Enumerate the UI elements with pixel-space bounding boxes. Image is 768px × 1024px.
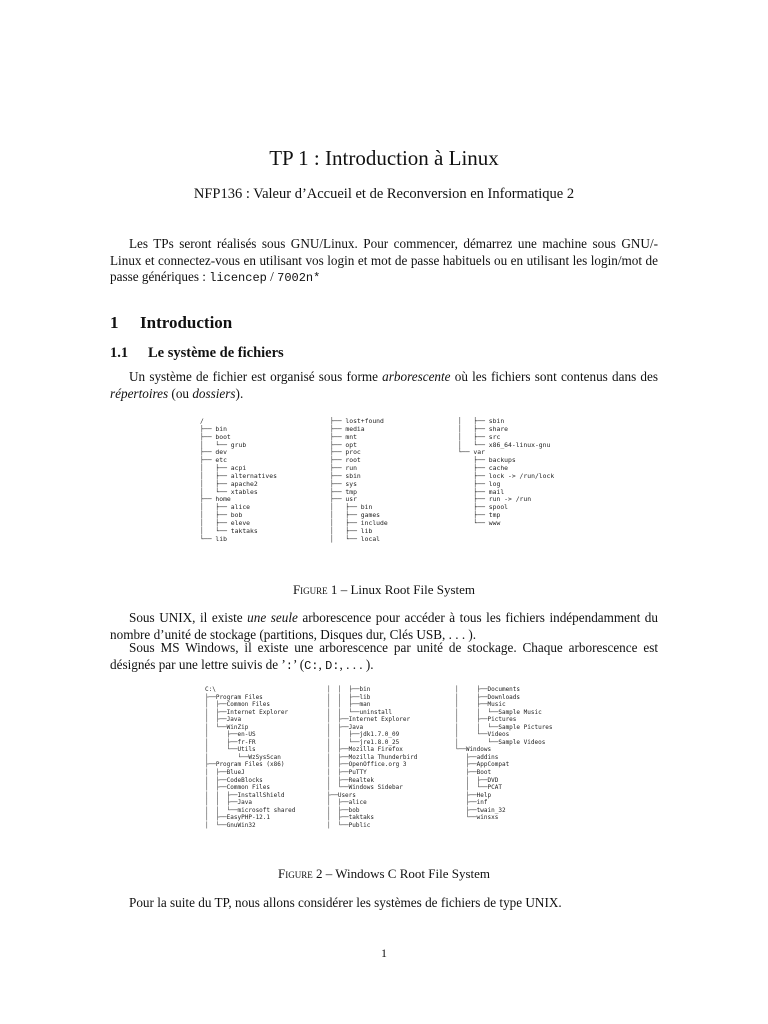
tree-entry: ├──Program Files (x86)	[205, 761, 285, 769]
fs-emphasis-arborescente: arborescente	[382, 369, 451, 384]
tree-entry: │ ├──Realtek	[327, 776, 374, 784]
tree-entry: ├── root	[330, 456, 361, 465]
tree-entry: │ ├──BlueJ	[205, 769, 245, 777]
tree-entry: ├── backups	[458, 456, 516, 465]
figure2-dash: –	[322, 866, 336, 881]
tree-entry: ├── tmp	[330, 487, 357, 496]
tree-entry: ├── bin	[200, 424, 227, 433]
subsection-title: Le système de fichiers	[148, 345, 284, 361]
tree-entry: ├──inf	[455, 799, 488, 807]
tree-entry: │ ├── bob	[200, 511, 243, 520]
tree-entry: │ │ └──Sample Music	[455, 708, 542, 716]
tree-entry: │ ├── src	[458, 432, 501, 441]
tree-entry: │ └── xtables	[200, 487, 258, 496]
tree-entry: │ ├──Common Files	[205, 701, 271, 709]
tree-entry: │ │ ├──bin	[327, 686, 371, 693]
tree-entry: ├──twain_32	[455, 806, 506, 814]
intro-paragraph	[110, 236, 658, 287]
tree-entry: /	[200, 417, 204, 425]
tree-entry: │ ├──OpenOffice.org 3	[327, 761, 407, 769]
tree-entry: ├── mnt	[330, 432, 357, 441]
tree-entry: │ ├──Java	[327, 723, 364, 731]
tree-entry: │ ├──Java	[205, 716, 242, 724]
tree-entry: │ └──Public	[327, 821, 371, 829]
tree-entry: ├── mail	[458, 487, 505, 496]
tree-entry: │ └── taktaks	[200, 526, 258, 535]
tree-entry: │ ├──taktaks	[327, 814, 374, 822]
windows-text-3: , . . . ).	[339, 656, 374, 672]
tree-entry: │ │ └──Sample Pictures	[455, 723, 553, 731]
tree-entry: ├──AppCompat	[455, 761, 510, 769]
tree-entry: ├── run -> /run	[458, 495, 532, 504]
tree-entry: └── var	[458, 448, 485, 457]
tree-entry: │ ├──Downloads	[455, 693, 521, 701]
tree-entry: │ ├── bin	[330, 503, 373, 512]
tree-entry: │ ├── include	[330, 518, 388, 527]
tree-entry: │ └──Windows Sidebar	[327, 784, 403, 792]
tree-entry: │ ├──alice	[327, 799, 367, 807]
tree-entry: │ ├── games	[330, 511, 381, 520]
tree-entry: ├── tmp	[458, 511, 501, 520]
tree-entry: C:\	[205, 686, 216, 693]
generic-login: licencep	[209, 271, 267, 285]
figure1-label: Figure 1	[292, 582, 338, 597]
tree-entry: ├── sys	[330, 479, 357, 488]
figure1-dash: –	[337, 582, 351, 597]
tree-entry: ├── cache	[458, 464, 509, 473]
fs-emphasis-dossiers: dossiers	[192, 385, 236, 401]
tree-entry: │ │ ├──lib	[327, 693, 371, 701]
tree-entry: │ ├── alice	[200, 503, 251, 512]
tree-entry: │ └──Utils	[205, 746, 256, 754]
tree-entry: │ ├──CodeBlocks	[205, 776, 263, 784]
tree-entry: │ └── x86_64-linux-gnu	[458, 440, 551, 449]
tree-entry: │ ├──EasyPHP-12.1	[205, 814, 271, 822]
tree-entry: │ ├──Pictures	[455, 716, 517, 724]
tree-entry: ├──addins	[455, 753, 499, 761]
tree-entry: │ ├──Documents	[455, 686, 521, 693]
unix-emphasis: une seule	[247, 610, 298, 625]
tree-entry: │ └── grub	[200, 440, 247, 449]
tree-entry: ├── dev	[200, 448, 227, 457]
tree-entry: │ └──Videos	[455, 731, 510, 739]
figure2-tree-column-1	[205, 686, 295, 829]
tree-entry: ├── lock -> /run/lock	[458, 471, 555, 480]
unix-text-1: Sous UNIX, il existe	[129, 610, 248, 625]
tree-entry: │ │ ├──jdk1.7.0_09	[327, 731, 400, 739]
tree-entry: └──winsxs	[455, 814, 499, 822]
subsection-number: 1.1	[110, 345, 129, 361]
filesystem-paragraph	[110, 369, 658, 402]
tree-entry: │ ├── sbin	[458, 417, 505, 425]
tree-entry: │ ├──Mozilla Firefox	[327, 746, 403, 754]
figure1-caption	[0, 582, 768, 598]
tree-entry: │ └──WzSysScan	[205, 753, 281, 761]
tree-entry: │ └──GnuWin32	[205, 821, 256, 829]
windows-colon: :	[285, 658, 293, 673]
tree-entry: │ ├──Mozilla Thunderbird	[327, 753, 418, 761]
login-separator: /	[266, 269, 278, 284]
tree-entry: ├── run	[330, 464, 357, 473]
section-title: Introduction	[140, 313, 233, 332]
drive-d: D:	[325, 658, 340, 673]
generic-password: 7002n*	[277, 271, 321, 285]
tree-entry: ├── spool	[458, 503, 509, 512]
drive-c: C:	[304, 658, 319, 673]
figure2-caption	[0, 866, 768, 882]
tree-entry: └──Windows	[455, 746, 492, 754]
tree-entry: └── www	[458, 518, 501, 527]
tree-entry: ├── opt	[330, 440, 357, 449]
tree-entry: │ ├──Internet Explorer	[205, 708, 289, 716]
tree-entry: ├── usr	[330, 495, 357, 504]
tree-entry: ├── sbin	[330, 471, 361, 480]
tree-entry: ├──Users	[327, 791, 356, 799]
tree-entry: ├── media	[330, 424, 365, 433]
tree-entry: ├── home	[200, 495, 231, 504]
figure1-tree-column-1	[200, 418, 277, 544]
fs-text-1: Un système de fichier est organisé sous forme	[129, 369, 383, 384]
tree-entry: │ └──WinZip	[205, 723, 249, 731]
section-number: 1	[110, 313, 119, 332]
figure2-caption-text: Windows C Root File System	[335, 866, 491, 881]
tree-entry: ├──Help	[455, 791, 492, 799]
page-title: TP 1 : Introduction à Linux	[269, 146, 499, 170]
windows-paragraph	[110, 640, 658, 674]
figure2-tree-column-3	[455, 686, 553, 822]
tree-entry: │ │ ├──InstallShield	[205, 791, 285, 799]
windows-text-1: Sous MS Windows, il existe une arborescence par unité de stockage. Chaque arborescence est désignés par une lettre suivis de ’	[110, 640, 658, 672]
figure1-tree-column-3	[458, 418, 554, 528]
figure2-label: Figure 2	[277, 866, 323, 881]
tree-entry: │ ├── alternatives	[200, 471, 277, 480]
intro-text: Les TPs seront réalisés sous GNU/Linux. Pour commencer, démarrez une machine sous GNU/-Linux et connectez-vous en utilisant vos login et mot de passe habituels ou en utilisant les login/mot de passe génériques :	[110, 236, 658, 284]
tree-entry: │ ├── lib	[330, 526, 373, 535]
section-heading-introduction	[110, 313, 232, 333]
tree-entry: │ └──PCAT	[455, 784, 502, 792]
tree-entry: ├── boot	[200, 432, 231, 441]
tree-entry: │ │ └──uninstall	[327, 708, 393, 716]
tree-entry: │ ├── acpi	[200, 464, 247, 473]
tree-entry: │ ├──DVD	[455, 776, 499, 784]
tree-entry: │ ├──Music	[455, 701, 506, 709]
tree-entry: ├──Boot	[455, 769, 492, 777]
page-subtitle: NFP136 : Valeur d’Accueil et de Reconversion en Informatique 2	[193, 186, 575, 202]
subsection-heading-filesystem	[110, 345, 284, 362]
tree-entry: │ ├──en-US	[205, 731, 256, 739]
tree-entry: │ ├──fr-FR	[205, 738, 256, 746]
unix-paragraph	[110, 610, 658, 643]
figure1-tree-column-2	[330, 418, 388, 544]
tree-entry: │ │ ├──man	[327, 701, 371, 709]
tree-entry: ├── etc	[200, 456, 227, 465]
tree-entry: │ │ └──jre1.8.0_25	[327, 738, 400, 746]
tree-entry: │ │ └──microsoft shared	[205, 806, 296, 814]
tree-entry: │ ├── apache2	[200, 479, 258, 488]
tree-entry: │ ├── eleve	[200, 518, 251, 527]
tree-entry: │ ├──PuTTY	[327, 769, 367, 777]
tree-entry: │ ├──bob	[327, 806, 360, 814]
page-number: 1	[381, 946, 387, 960]
tree-entry: │ │ ├──Java	[205, 799, 252, 807]
suite-paragraph: Pour la suite du TP, nous allons considérer les systèmes de fichiers de type UNIX.	[129, 895, 562, 910]
tree-entry: ├──Program Files	[205, 693, 263, 701]
tree-entry: │ └──Sample Videos	[455, 738, 546, 746]
tree-entry: │ ├── share	[458, 424, 509, 433]
fs-text-4: ).	[235, 385, 244, 401]
windows-comma: ,	[318, 656, 326, 672]
figure2-tree-column-2	[327, 686, 417, 829]
tree-entry: ├── log	[458, 479, 501, 488]
tree-entry: ├── proc	[330, 448, 361, 457]
fs-text-2: où les fichiers sont contenus dans des	[450, 369, 658, 384]
tree-entry: └── lib	[200, 534, 227, 543]
tree-entry: │ ├──Common Files	[205, 784, 271, 792]
figure1-caption-text: Linux Root File System	[350, 582, 476, 597]
windows-text-2: ’ (	[293, 656, 305, 672]
tree-entry: │ ├──Internet Explorer	[327, 716, 411, 724]
tree-entry: ├── lost+found	[330, 417, 384, 425]
fs-emphasis-repertoires: répertoires	[110, 385, 169, 401]
tree-entry: │ └── local	[330, 534, 381, 543]
fs-text-3: (ou	[168, 385, 193, 401]
unix-text-2: arborescence pour accéder à tous les fichiers indépendamment du nombre d’unité de stockage (partitions, Disques dur, Clés USB, . . . ).	[110, 610, 658, 642]
